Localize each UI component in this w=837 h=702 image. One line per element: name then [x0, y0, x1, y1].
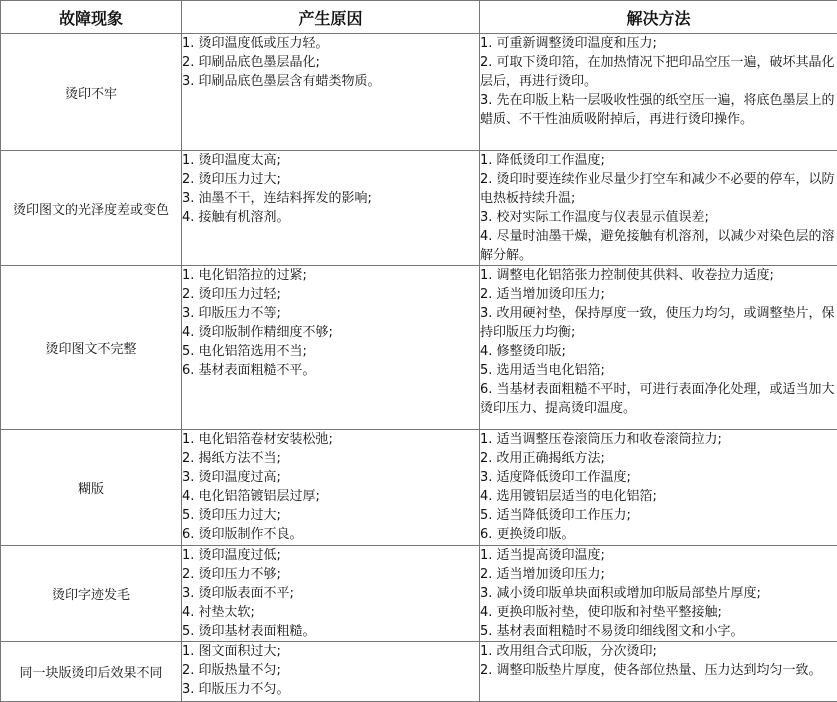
cause-cell: [182, 430, 480, 546]
cause-item: 4. 烫印版制作精细度不够;: [182, 323, 479, 342]
table-row: [1, 430, 837, 546]
symptom-cell: 烫印不牢: [1, 34, 182, 151]
cause-item: 3. 烫印温度过高;: [182, 468, 479, 487]
symptom-cell: 同一块版烫印后效果不同: [1, 642, 182, 702]
cause-cell: [182, 151, 480, 266]
cause-item: 4. 电化铝箔镀铝层过厚;: [182, 487, 479, 506]
solution-cell: [480, 266, 837, 430]
table-row: [1, 642, 837, 702]
table-row: [1, 266, 837, 430]
cause-item: 4. 衬垫太软;: [182, 603, 479, 622]
cause-item: 5. 烫印基材表面粗糙。: [182, 622, 479, 641]
header-cause: 产生原因: [182, 1, 480, 34]
solution-item: 6. 更换烫印版。: [480, 525, 837, 544]
solution-item: 3. 适度降低烫印工作温度;: [480, 468, 837, 487]
table-row: [1, 151, 837, 266]
symptom-cell: 糊版: [1, 430, 182, 546]
solution-item: 5. 适当降低烫印工作压力;: [480, 506, 837, 525]
cause-cell: [182, 34, 480, 151]
cause-item: 3. 印版压力不匀。: [182, 680, 479, 699]
cause-item: 3. 印刷品底色墨层含有蜡类物质。: [182, 72, 479, 91]
solution-item: 2. 适当增加烫印压力;: [480, 285, 837, 304]
cause-item: 5. 电化铝箔选用不当;: [182, 342, 479, 361]
cause-item: 2. 揭纸方法不当;: [182, 449, 479, 468]
solution-item: 3. 先在印版上粘一层吸收性强的纸空压一遍，将底色墨层上的蜡质、不干性油质吸附掉后，再进行烫印操作。: [480, 91, 837, 129]
cause-item: 1. 烫印温度太高;: [182, 151, 479, 170]
cause-item: 3. 油墨不干，连结料挥发的影响;: [182, 189, 479, 208]
cause-item: 1. 烫印温度过低;: [182, 546, 479, 565]
solution-item: 1. 适当调整压卷滚筒压力和收卷滚筒拉力;: [480, 430, 837, 449]
solution-item: 3. 改用硬衬垫，保持厚度一致，使压力均匀，或调整垫片，保持印版压力均衡;: [480, 304, 837, 342]
cause-item: 1. 烫印温度低或压力轻。: [182, 34, 479, 53]
solution-item: 1. 调整电化铝箔张力控制使其供料、收卷拉力适度;: [480, 266, 837, 285]
cause-item: 2. 印刷品底色墨层晶化;: [182, 53, 479, 72]
cause-item: 2. 烫印压力不够;: [182, 565, 479, 584]
solution-item: 6. 当基材表面粗糙不平时，可进行表面净化处理，或适当加大烫印压力、提高烫印温度。: [480, 380, 837, 418]
cause-item: 5. 烫印压力过大;: [182, 506, 479, 525]
table-row: [1, 546, 837, 642]
solution-item: 2. 调整印版垫片厚度，使各部位热量、压力达到均匀一致。: [480, 661, 837, 680]
symptom-cell: 烫印图文的光泽度差或变色: [1, 151, 182, 266]
solution-item: 1. 降低烫印工作温度;: [480, 151, 837, 170]
solution-item: 4. 尽量时油墨干燥，避免接触有机溶剂，以减少对染色层的溶解分解。: [480, 227, 837, 265]
cause-cell: [182, 266, 480, 430]
cause-item: 3. 烫印版表面不平;: [182, 584, 479, 603]
solution-item: 2. 适当增加烫印压力;: [480, 565, 837, 584]
solution-item: 4. 更换印版衬垫，使印版和衬垫平整接触;: [480, 603, 837, 622]
symptom-cell: 烫印图文不完整: [1, 266, 182, 430]
solution-item: 2. 可取下烫印箔，在加热情况下把印品空压一遍，破坏其晶化层后，再进行烫印。: [480, 53, 837, 91]
cause-item: 1. 图文面积过大;: [182, 642, 479, 661]
cause-item: 1. 电化铝箔卷材安装松弛;: [182, 430, 479, 449]
solution-item: 1. 改用组合式印版，分次烫印;: [480, 642, 837, 661]
solution-cell: [480, 151, 837, 266]
solution-cell: [480, 430, 837, 546]
cause-cell: [182, 546, 480, 642]
header-solution: 解决方法: [480, 1, 837, 34]
cause-cell: [182, 642, 480, 702]
solution-item: 1. 可重新调整烫印温度和压力;: [480, 34, 837, 53]
solution-item: 3. 减小烫印版单块面积或增加印版局部垫片厚度;: [480, 584, 837, 603]
solution-item: 5. 基材表面粗糙时不易烫印细线图文和小字。: [480, 622, 837, 641]
solution-item: 2. 改用正确揭纸方法;: [480, 449, 837, 468]
solution-cell: [480, 546, 837, 642]
solution-item: 2. 烫印时要连续作业尽量少打空车和减少不必要的停车，以防电热板持续升温;: [480, 170, 837, 208]
header-row: [1, 1, 837, 34]
solution-item: 4. 选用镀铝层适当的电化铝箔;: [480, 487, 837, 506]
solution-item: 4. 修整烫印版;: [480, 342, 837, 361]
symptom-cell: 烫印字迹发毛: [1, 546, 182, 642]
cause-item: 2. 印版热量不匀;: [182, 661, 479, 680]
cause-item: 1. 电化铝箔拉的过紧;: [182, 266, 479, 285]
header-symptom: 故障现象: [1, 1, 182, 34]
cause-item: 6. 烫印版制作不良。: [182, 525, 479, 544]
solution-item: 3. 校对实际工作温度与仪表显示值误差;: [480, 208, 837, 227]
cause-item: 4. 接触有机溶剂。: [182, 208, 479, 227]
solution-item: 5. 选用适当电化铝箔;: [480, 361, 837, 380]
solution-item: 1. 适当提高烫印温度;: [480, 546, 837, 565]
solution-cell: [480, 642, 837, 702]
cause-item: 3. 印版压力不等;: [182, 304, 479, 323]
solution-cell: [480, 34, 837, 151]
table-row: [1, 34, 837, 151]
cause-item: 2. 烫印压力过轻;: [182, 285, 479, 304]
cause-item: 2. 烫印压力过大;: [182, 170, 479, 189]
cause-item: 6. 基材表面粗糙不平。: [182, 361, 479, 380]
